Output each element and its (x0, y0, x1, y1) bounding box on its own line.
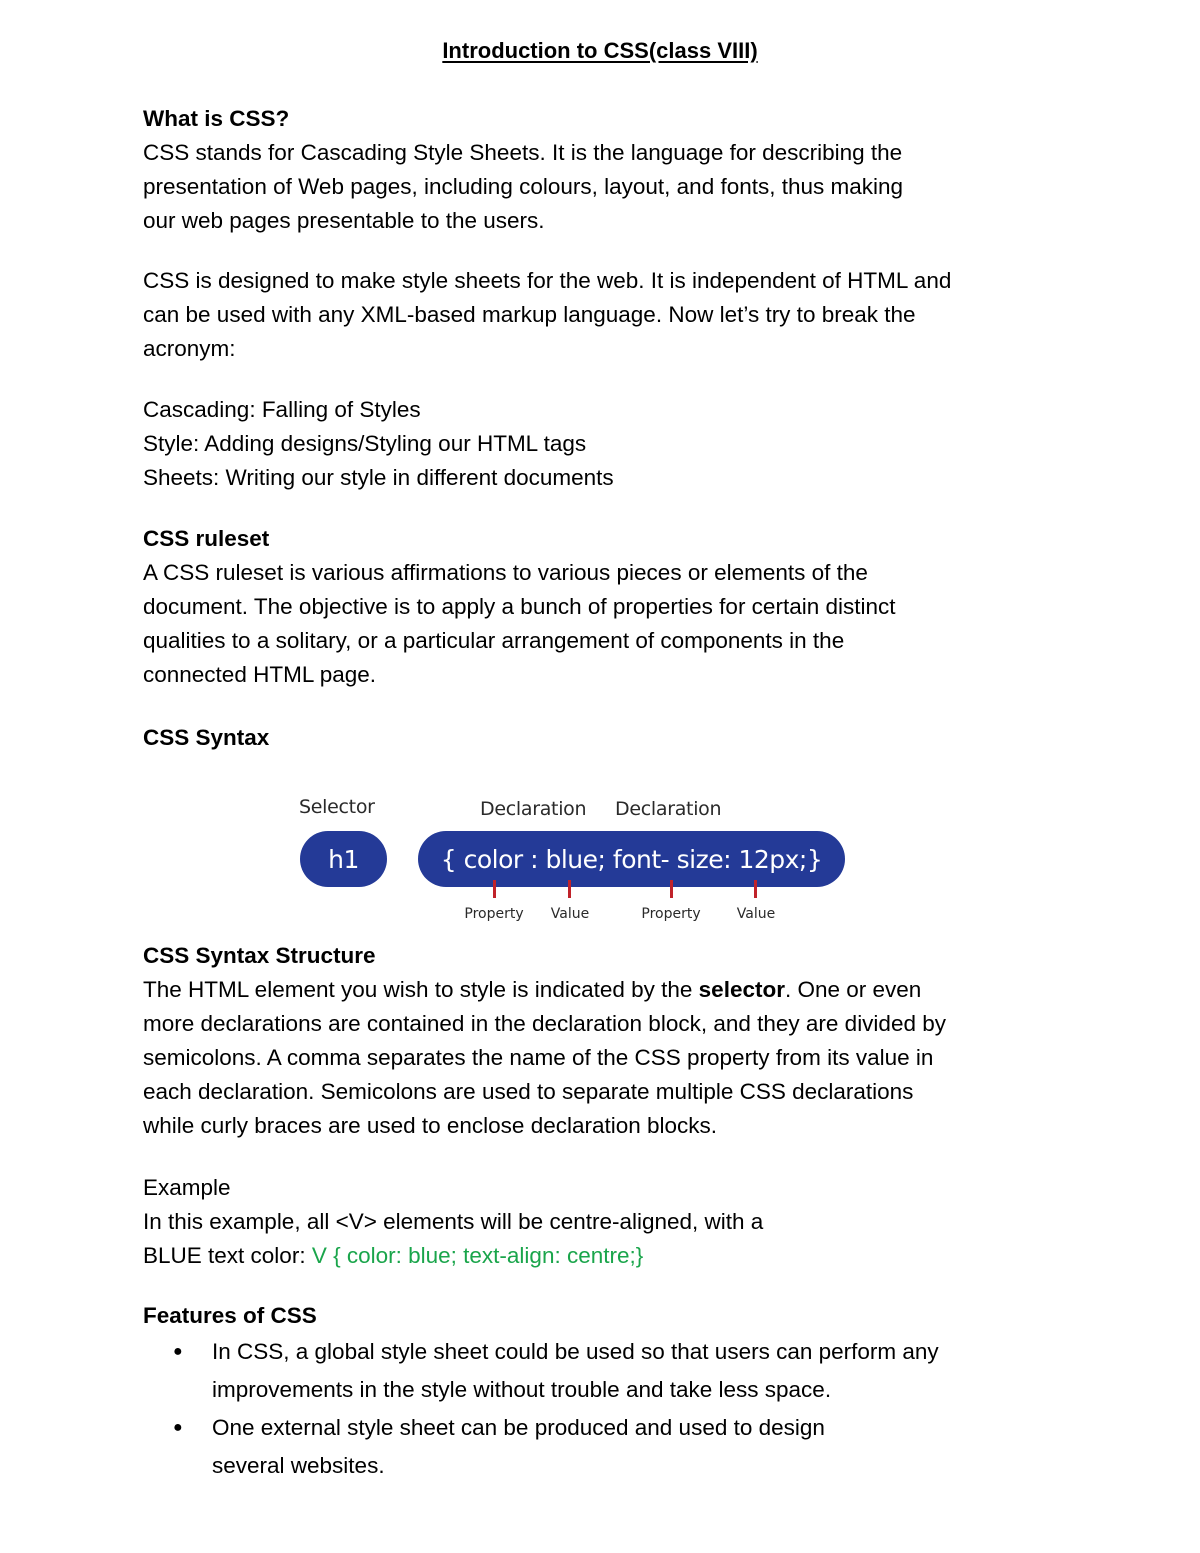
css-syntax-heading: CSS Syntax (143, 725, 270, 750)
property-tick (493, 880, 496, 898)
acronym-item: Cascading: Falling of Styles (143, 397, 421, 422)
paragraph-line: each declaration. Semicolons are used to separate multiple CSS declarations (143, 1079, 914, 1104)
css-syntax-structure-heading: CSS Syntax Structure (143, 943, 376, 968)
paragraph-line (143, 1239, 1073, 1273)
what-is-css-section (143, 102, 1073, 238)
value-label: Value (736, 906, 776, 922)
css-ruleset-heading: CSS ruleset (143, 526, 270, 551)
paragraph-line (143, 973, 1073, 1007)
value-label: Value (550, 906, 590, 922)
paragraph-line: In this example, all <V> elements will be centre-aligned, with a (143, 1209, 764, 1234)
paragraph-line: semicolons. A comma separates the name of the CSS property from its value in (143, 1045, 934, 1070)
css-syntax-section (143, 721, 1073, 755)
declaration-label: Declaration (480, 798, 587, 820)
list-item-line: improvements in the style without trouble and take less space. (212, 1377, 832, 1402)
selector-pill: h1 (300, 831, 387, 887)
example-section (143, 1171, 1073, 1273)
paragraph-line: presentation of Web pages, including colours, layout, and fonts, thus making (143, 174, 904, 199)
css-syntax-diagram (290, 790, 860, 930)
acronym-item: Style: Adding designs/Styling our HTML tags (143, 431, 587, 456)
declaration-label: Declaration (615, 798, 722, 820)
selector-label: Selector (299, 796, 375, 818)
paragraph-line: CSS is designed to make style sheets for the web. It is independent of HTML and (143, 268, 952, 293)
page-title: Introduction to CSS(class VIII) (442, 38, 758, 63)
bullet-icon: ● (173, 1419, 183, 1436)
list-item (143, 1409, 1073, 1485)
paragraph-line: CSS stands for Cascading Style Sheets. It is the language for describing the (143, 140, 903, 165)
what-is-css-heading: What is CSS? (143, 106, 290, 131)
paragraph-line: more declarations are contained in the declaration block, and they are divided by (143, 1011, 946, 1036)
paragraph-line: while curly braces are used to enclose declaration blocks. (143, 1113, 718, 1138)
features-heading: Features of CSS (143, 1303, 317, 1328)
value-tick (754, 880, 757, 898)
paragraph-line: A CSS ruleset is various affirmations to various pieces or elements of the (143, 560, 868, 585)
paragraph-line: acronym: (143, 336, 236, 361)
property-label: Property (464, 906, 524, 922)
features-section (143, 1299, 1073, 1485)
property-label: Property (641, 906, 701, 922)
list-item (143, 1333, 1073, 1409)
acronym-list (143, 393, 1073, 495)
code-example: V { color: blue; text-align: centre;} (311, 1243, 644, 1268)
declaration-block-pill: { color : blue; font- size: 12px;} (418, 831, 845, 887)
paragraph-line: can be used with any XML-based markup language. Now let’s try to break the (143, 302, 916, 327)
property-tick (670, 880, 673, 898)
text-run: BLUE text color: (143, 1243, 312, 1268)
paragraph-line: document. The objective is to apply a bunch of properties for certain distinct (143, 594, 896, 619)
bullet-icon: ● (173, 1343, 183, 1360)
value-tick (568, 880, 571, 898)
css-syntax-structure-section (143, 939, 1073, 1143)
paragraph-line: qualities to a solitary, or a particular arrangement of components in the (143, 628, 845, 653)
acronym-item: Sheets: Writing our style in different documents (143, 465, 614, 490)
example-label: Example (143, 1175, 231, 1200)
css-ruleset-section (143, 522, 1073, 692)
selector-term: selector (698, 977, 785, 1002)
text-run: . One or even (784, 977, 922, 1002)
features-list (143, 1333, 1073, 1485)
list-item-line: several websites. (212, 1453, 385, 1478)
text-run: The HTML element you wish to style is indicated by the (143, 977, 699, 1002)
css-design-paragraph (143, 264, 1073, 366)
paragraph-line: our web pages presentable to the users. (143, 208, 545, 233)
list-item-line: One external style sheet can be produced and used to design (212, 1415, 825, 1440)
paragraph-line: connected HTML page. (143, 662, 377, 687)
list-item-line: In CSS, a global style sheet could be used so that users can perform any (212, 1339, 939, 1364)
